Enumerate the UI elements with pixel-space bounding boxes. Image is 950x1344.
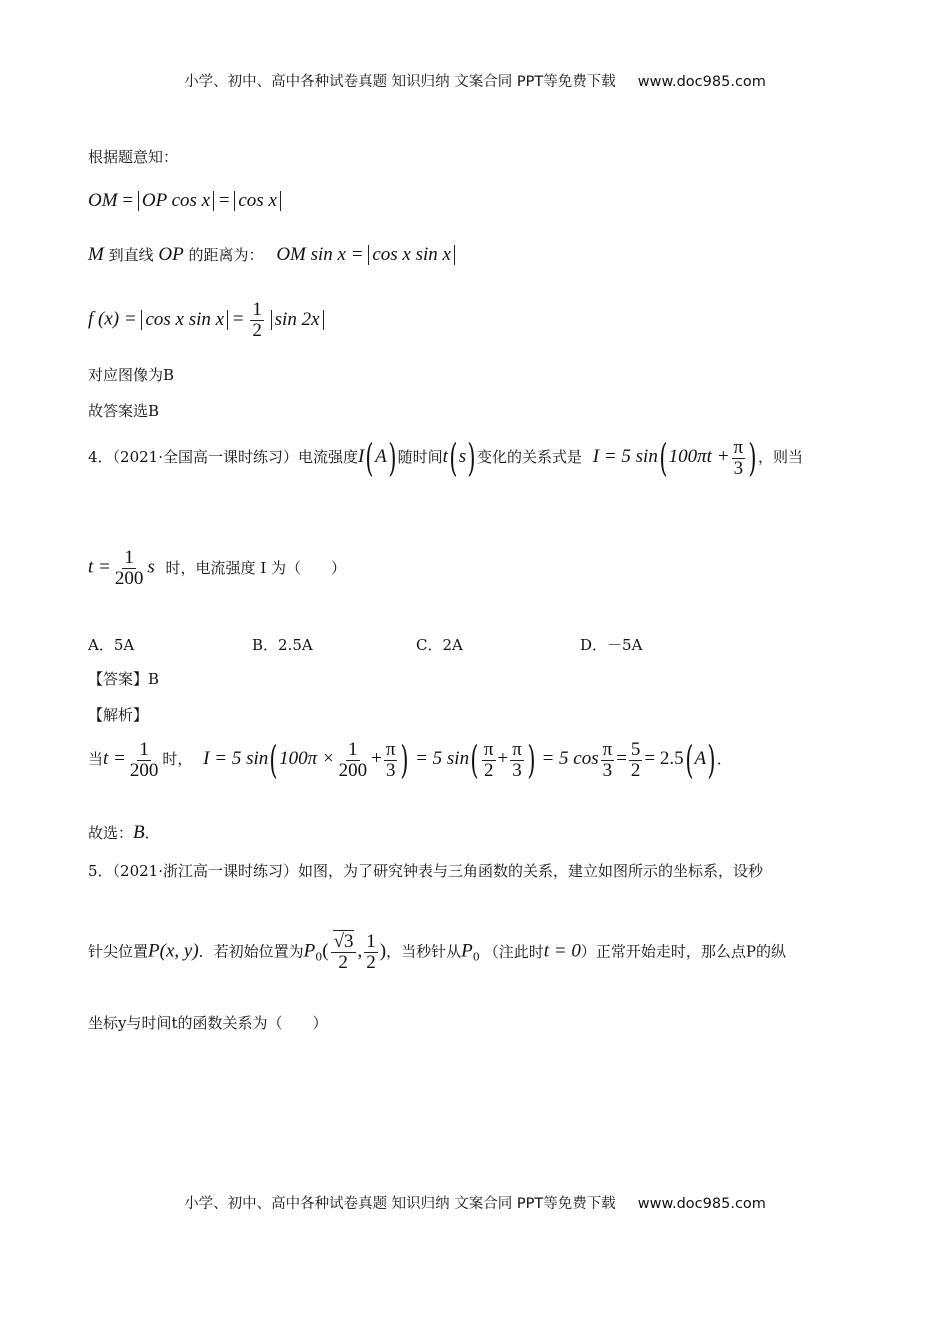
q5-stem: 5．（2021·浙江高一课时练习）如图，为了研究钟表与三角函数的关系，建立如图所示的坐标系，设秒 <box>88 862 763 880</box>
q5-line2: 针尖位置P(x, y)．若初始位置为$P_0$( $\frac{√3}{2}$ , $\frac{1}{2}$ )，当秒针从$P_0$ （注此时t = 0）正常开始走时，那么点P的纵 <box>88 931 786 973</box>
header-text: 小学、初中、高中各种试卷真题 知识归纳 文案合同 PPT等免费下载 <box>184 74 616 90</box>
q4-answer-label: 【答案】B <box>88 670 160 688</box>
intro-text: 根据题意知： <box>88 148 179 166</box>
option-b[interactable]: B．2.5A <box>252 636 313 654</box>
q4-stem: 4．（2021·全国高一课时练习）电流强度I(A)随时间t(s)变化的关系式是 I = 5 sin(100πt + $\frac{\pi}{3}$ )，则当 <box>88 436 803 480</box>
q4-choice: 故选：B． <box>88 822 160 843</box>
q4-solution: 当t = $\frac{1}{200}$ 时， I = 5 sin(100π × $\frac{1}{200}$ + $\frac{\pi}{3}$ ) = 5 sin( $\frac{\pi}{2}$ + $\frac{\pi}{3}$ ) = 5 cos $\frac{\pi}{3}$ = $\frac{5}{2}$ = 2.5(A)． <box>88 738 732 782</box>
header-url[interactable]: www.doc985.com <box>637 74 766 90</box>
conclusion-text: 对应图像为B <box>88 366 175 384</box>
option-d[interactable]: D．－5A <box>580 636 643 654</box>
page-footer <box>0 1192 950 1213</box>
option-c[interactable]: C．2A <box>416 636 463 654</box>
q4-analysis-label: 【解析】 <box>88 706 149 724</box>
footer-url[interactable]: www.doc985.com <box>637 1196 766 1212</box>
distance-line: M 到直线 OP 的距离为： OM sin x = cos x sin x <box>88 244 455 266</box>
page-header <box>0 70 950 91</box>
equation-om: OM = OP cos x = cos x <box>88 190 281 212</box>
answer-text: 故答案选B <box>88 402 160 420</box>
fraction-half: $\frac{1}{2}$ <box>252 299 262 341</box>
q4-options <box>88 634 788 658</box>
option-a[interactable]: A．5A <box>88 636 135 654</box>
q4-t-value: t = $\frac{1}{200}$ s 时，电流强度 I 为（ ） <box>88 547 347 589</box>
equation-fx: f (x) = cos x sin x = $\frac{1}{2}$ sin 2x <box>88 300 324 341</box>
footer-text: 小学、初中、高中各种试卷真题 知识归纳 文案合同 PPT等免费下载 <box>184 1196 616 1212</box>
q5-line3: 坐标y与时间t的函数关系为（ ） <box>88 1014 328 1032</box>
